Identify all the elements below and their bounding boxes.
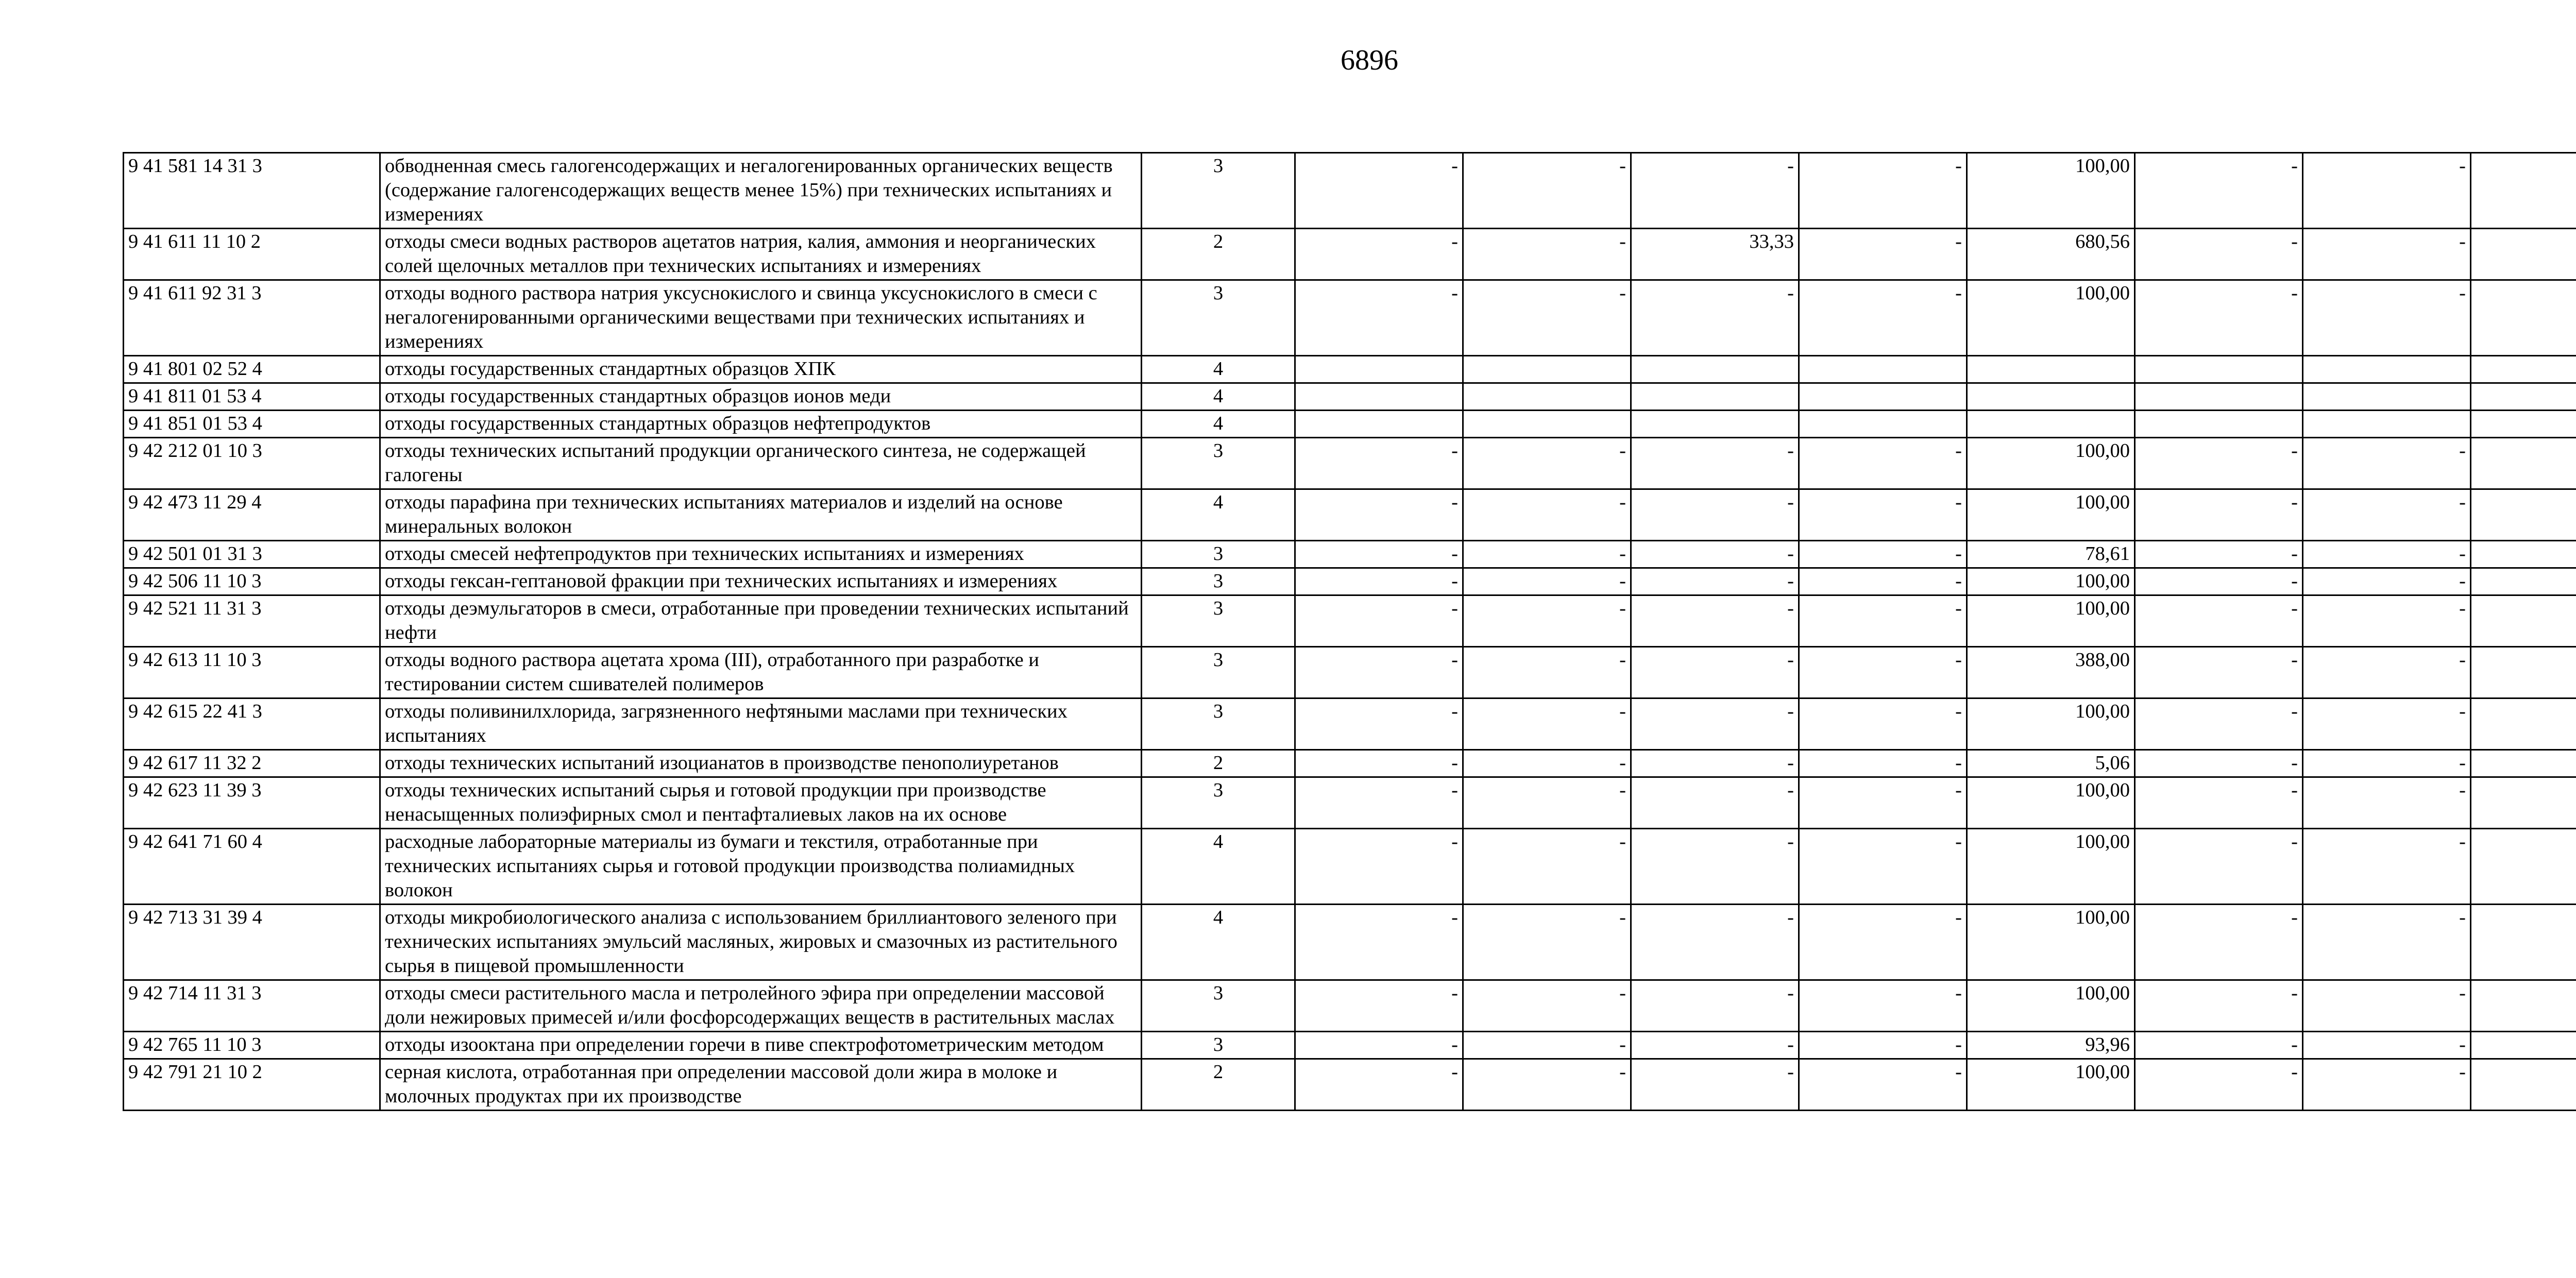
waste-code: 9 41 581 14 31 3 [124, 153, 380, 229]
value-col-2 [1463, 383, 1631, 411]
value-col-8 [2471, 698, 2576, 750]
value-col-5: 388,00 [1967, 647, 2135, 698]
value-col-8 [2471, 489, 2576, 541]
value-col-8 [2471, 153, 2576, 229]
table-row [124, 1032, 2576, 1059]
value-col-1: - [1295, 905, 1463, 980]
value-col-6: - [2135, 829, 2303, 905]
value-col-8 [2471, 647, 2576, 698]
value-col-5: 100,00 [1967, 698, 2135, 750]
value-col-8 [2471, 905, 2576, 980]
value-col-8 [2471, 1059, 2576, 1111]
value-col-1: - [1295, 980, 1463, 1032]
value-col-1: - [1295, 1032, 1463, 1059]
hazard-class: 3 [1142, 595, 1295, 647]
table-row [124, 829, 2576, 905]
hazard-class: 4 [1142, 489, 1295, 541]
value-col-6: - [2135, 153, 2303, 229]
value-col-8 [2471, 356, 2576, 383]
hazard-class: 4 [1142, 356, 1295, 383]
table-row [124, 698, 2576, 750]
hazard-class: 4 [1142, 383, 1295, 411]
value-col-8 [2471, 383, 2576, 411]
waste-name: отходы смеси растительного масла и петролейного эфира при определении массовой доли нежировых примесей и/или фосфорсодержащих веществ в растительных маслах [380, 980, 1142, 1032]
table-row [124, 438, 2576, 489]
value-col-4: - [1799, 647, 1967, 698]
waste-code: 9 42 501 01 31 3 [124, 541, 380, 568]
value-col-4 [1799, 411, 1967, 438]
value-col-5: 100,00 [1967, 595, 2135, 647]
value-col-8 [2471, 777, 2576, 829]
value-col-4: - [1799, 777, 1967, 829]
waste-code: 9 42 617 11 32 2 [124, 750, 380, 777]
value-col-7: - [2303, 595, 2471, 647]
waste-code: 9 41 611 92 31 3 [124, 280, 380, 356]
value-col-1: - [1295, 541, 1463, 568]
table-row [124, 383, 2576, 411]
value-col-7: - [2303, 647, 2471, 698]
hazard-class: 3 [1142, 438, 1295, 489]
waste-name: серная кислота, отработанная при определении массовой доли жира в молоке и молочных продуктах при их производстве [380, 1059, 1142, 1111]
value-col-2: - [1463, 229, 1631, 280]
value-col-4: - [1799, 153, 1967, 229]
hazard-class: 3 [1142, 568, 1295, 595]
hazard-class: 4 [1142, 829, 1295, 905]
value-col-6: - [2135, 777, 2303, 829]
value-col-3: - [1631, 647, 1799, 698]
table-row [124, 750, 2576, 777]
value-col-4 [1799, 356, 1967, 383]
value-col-6: - [2135, 595, 2303, 647]
value-col-1: - [1295, 750, 1463, 777]
value-col-7: - [2303, 777, 2471, 829]
table-row [124, 229, 2576, 280]
value-col-5: 100,00 [1967, 568, 2135, 595]
value-col-8 [2471, 568, 2576, 595]
table-row [124, 980, 2576, 1032]
value-col-7: - [2303, 980, 2471, 1032]
waste-name: отходы деэмульгаторов в смеси, отработанные при проведении технических испытаний нефти [380, 595, 1142, 647]
table-row [124, 356, 2576, 383]
table-row [124, 568, 2576, 595]
value-col-6 [2135, 356, 2303, 383]
value-col-8 [2471, 595, 2576, 647]
value-col-7: - [2303, 489, 2471, 541]
waste-code: 9 42 613 11 10 3 [124, 647, 380, 698]
value-col-6: - [2135, 489, 2303, 541]
value-col-3: - [1631, 280, 1799, 356]
value-col-3: 33,33 [1631, 229, 1799, 280]
value-col-6: - [2135, 750, 2303, 777]
value-col-2: - [1463, 595, 1631, 647]
value-col-4: - [1799, 1032, 1967, 1059]
value-col-5 [1967, 411, 2135, 438]
value-col-6: - [2135, 1032, 2303, 1059]
value-col-8 [2471, 980, 2576, 1032]
value-col-6: - [2135, 568, 2303, 595]
value-col-1 [1295, 383, 1463, 411]
value-col-5: 680,56 [1967, 229, 2135, 280]
value-col-7 [2303, 411, 2471, 438]
waste-code: 9 42 765 11 10 3 [124, 1032, 380, 1059]
value-col-3: - [1631, 568, 1799, 595]
table-row [124, 411, 2576, 438]
value-col-5: 100,00 [1967, 777, 2135, 829]
value-col-6: - [2135, 980, 2303, 1032]
waste-code: 9 42 521 11 31 3 [124, 595, 380, 647]
hazard-class: 4 [1142, 905, 1295, 980]
value-col-4: - [1799, 541, 1967, 568]
value-col-1: - [1295, 1059, 1463, 1111]
value-col-6: - [2135, 541, 2303, 568]
value-col-3 [1631, 356, 1799, 383]
value-col-7: - [2303, 905, 2471, 980]
value-col-1: - [1295, 229, 1463, 280]
value-col-3: - [1631, 829, 1799, 905]
value-col-8 [2471, 280, 2576, 356]
value-col-4: - [1799, 698, 1967, 750]
value-col-1: - [1295, 777, 1463, 829]
value-col-2: - [1463, 489, 1631, 541]
value-col-2: - [1463, 438, 1631, 489]
value-col-4: - [1799, 489, 1967, 541]
value-col-4: - [1799, 980, 1967, 1032]
value-col-7: - [2303, 229, 2471, 280]
waste-name: отходы водного раствора натрия уксуснокислого и свинца уксуснокислого в смеси с негалогенированными органическими веществами при технических испытаниях и измерениях [380, 280, 1142, 356]
hazard-class: 3 [1142, 153, 1295, 229]
waste-name: отходы изооктана при определении горечи в пиве спектрофотометрическим методом [380, 1032, 1142, 1059]
value-col-6 [2135, 383, 2303, 411]
waste-name: расходные лабораторные материалы из бумаги и текстиля, отработанные при технических испытаниях сырья и готовой продукции производства полиамидных волокон [380, 829, 1142, 905]
value-col-2: - [1463, 153, 1631, 229]
value-col-3: - [1631, 153, 1799, 229]
value-col-3 [1631, 383, 1799, 411]
waste-name: отходы смеси водных растворов ацетатов натрия, калия, аммония и неорганических солей щелочных металлов при технических испытаниях и измерениях [380, 229, 1142, 280]
table-row [124, 777, 2576, 829]
value-col-1: - [1295, 829, 1463, 905]
waste-name: отходы технических испытаний сырья и готовой продукции при производстве ненасыщенных полиэфирных смол и пентафталиевых лаков на их основе [380, 777, 1142, 829]
value-col-1: - [1295, 568, 1463, 595]
value-col-3: - [1631, 541, 1799, 568]
table-row [124, 1059, 2576, 1111]
waste-name: отходы государственных стандартных образцов ионов меди [380, 383, 1142, 411]
value-col-8 [2471, 438, 2576, 489]
value-col-7: - [2303, 568, 2471, 595]
waste-code: 9 41 811 01 53 4 [124, 383, 380, 411]
value-col-7: - [2303, 698, 2471, 750]
value-col-5: 100,00 [1967, 489, 2135, 541]
value-col-4: - [1799, 438, 1967, 489]
waste-name: отходы технических испытаний продукции органического синтеза, не содержащей галогены [380, 438, 1142, 489]
value-col-6: - [2135, 698, 2303, 750]
value-col-3: - [1631, 595, 1799, 647]
value-col-4: - [1799, 750, 1967, 777]
value-col-8 [2471, 411, 2576, 438]
value-col-2: - [1463, 905, 1631, 980]
value-col-3: - [1631, 698, 1799, 750]
table-row [124, 153, 2576, 229]
value-col-7: - [2303, 750, 2471, 777]
value-col-2: - [1463, 750, 1631, 777]
value-col-3: - [1631, 905, 1799, 980]
value-col-1: - [1295, 595, 1463, 647]
value-col-4: - [1799, 229, 1967, 280]
value-col-1: - [1295, 438, 1463, 489]
waste-code: 9 42 714 11 31 3 [124, 980, 380, 1032]
value-col-3: - [1631, 777, 1799, 829]
value-col-6: - [2135, 1059, 2303, 1111]
hazard-class: 3 [1142, 777, 1295, 829]
value-col-2: - [1463, 980, 1631, 1032]
value-col-3 [1631, 411, 1799, 438]
value-col-1: - [1295, 153, 1463, 229]
waste-table [123, 152, 2576, 1111]
value-col-4: - [1799, 568, 1967, 595]
hazard-class: 3 [1142, 698, 1295, 750]
value-col-8 [2471, 829, 2576, 905]
value-col-3: - [1631, 489, 1799, 541]
waste-name: отходы государственных стандартных образцов нефтепродуктов [380, 411, 1142, 438]
waste-code: 9 42 212 01 10 3 [124, 438, 380, 489]
waste-code: 9 41 801 02 52 4 [124, 356, 380, 383]
value-col-1: - [1295, 647, 1463, 698]
value-col-2 [1463, 356, 1631, 383]
value-col-2: - [1463, 647, 1631, 698]
hazard-class: 3 [1142, 541, 1295, 568]
value-col-3: - [1631, 750, 1799, 777]
hazard-class: 3 [1142, 647, 1295, 698]
waste-name: отходы водного раствора ацетата хрома (III), отработанного при разработке и тестировании систем сшивателей полимеров [380, 647, 1142, 698]
value-col-5: 93,96 [1967, 1032, 2135, 1059]
waste-code: 9 42 615 22 41 3 [124, 698, 380, 750]
value-col-4: - [1799, 1059, 1967, 1111]
value-col-7: - [2303, 280, 2471, 356]
waste-code: 9 42 791 21 10 2 [124, 1059, 380, 1111]
value-col-5: 100,00 [1967, 438, 2135, 489]
value-col-6: - [2135, 905, 2303, 980]
waste-name: отходы микробиологического анализа с использованием бриллиантового зеленого при технических испытаниях эмульсий масляных, жировых и смазочных из растительного сырья в пищевой промышленности [380, 905, 1142, 980]
waste-code: 9 42 713 31 39 4 [124, 905, 380, 980]
value-col-2: - [1463, 698, 1631, 750]
value-col-5: 100,00 [1967, 153, 2135, 229]
value-col-1: - [1295, 280, 1463, 356]
value-col-6 [2135, 411, 2303, 438]
value-col-7: - [2303, 438, 2471, 489]
page-number: 6896 [1341, 44, 1398, 76]
table-row [124, 489, 2576, 541]
value-col-1 [1295, 411, 1463, 438]
value-col-7: - [2303, 1059, 2471, 1111]
value-col-3: - [1631, 980, 1799, 1032]
value-col-1 [1295, 356, 1463, 383]
value-col-5: 100,00 [1967, 829, 2135, 905]
hazard-class: 3 [1142, 980, 1295, 1032]
value-col-5 [1967, 383, 2135, 411]
value-col-2: - [1463, 541, 1631, 568]
value-col-6: - [2135, 647, 2303, 698]
value-col-2 [1463, 411, 1631, 438]
waste-code: 9 42 641 71 60 4 [124, 829, 380, 905]
value-col-3: - [1631, 438, 1799, 489]
value-col-7: - [2303, 1032, 2471, 1059]
waste-code: 9 42 623 11 39 3 [124, 777, 380, 829]
value-col-5: 100,00 [1967, 280, 2135, 356]
value-col-8 [2471, 750, 2576, 777]
hazard-class: 2 [1142, 1059, 1295, 1111]
value-col-6: - [2135, 229, 2303, 280]
value-col-2: - [1463, 280, 1631, 356]
waste-name: отходы технических испытаний изоцианатов в производстве пенополиуретанов [380, 750, 1142, 777]
value-col-6: - [2135, 280, 2303, 356]
waste-name: отходы государственных стандартных образцов ХПК [380, 356, 1142, 383]
value-col-8 [2471, 229, 2576, 280]
waste-name: обводненная смесь галогенсодержащих и негалогенированных органических веществ (содержание галогенсодержащих веществ менее 15%) при технических испытаниях и измерениях [380, 153, 1142, 229]
value-col-2: - [1463, 568, 1631, 595]
waste-name: отходы гексан-гептановой фракции при технических испытаниях и измерениях [380, 568, 1142, 595]
value-col-5: 100,00 [1967, 905, 2135, 980]
value-col-4: - [1799, 595, 1967, 647]
waste-name: отходы поливинилхлорида, загрязненного нефтяными маслами при технических испытаниях [380, 698, 1142, 750]
hazard-class: 2 [1142, 229, 1295, 280]
value-col-4: - [1799, 905, 1967, 980]
table-row [124, 595, 2576, 647]
hazard-class: 3 [1142, 1032, 1295, 1059]
value-col-5: 100,00 [1967, 980, 2135, 1032]
value-col-6: - [2135, 438, 2303, 489]
waste-code: 9 41 611 11 10 2 [124, 229, 380, 280]
value-col-8 [2471, 541, 2576, 568]
waste-code: 9 41 851 01 53 4 [124, 411, 380, 438]
value-col-4: - [1799, 829, 1967, 905]
value-col-2: - [1463, 1059, 1631, 1111]
waste-code: 9 42 473 11 29 4 [124, 489, 380, 541]
value-col-7 [2303, 356, 2471, 383]
table-row [124, 541, 2576, 568]
table-row [124, 905, 2576, 980]
value-col-4 [1799, 383, 1967, 411]
value-col-7: - [2303, 541, 2471, 568]
value-col-2: - [1463, 1032, 1631, 1059]
value-col-1: - [1295, 698, 1463, 750]
value-col-7: - [2303, 829, 2471, 905]
waste-code: 9 42 506 11 10 3 [124, 568, 380, 595]
value-col-3: - [1631, 1059, 1799, 1111]
value-col-5: 5,06 [1967, 750, 2135, 777]
table-row [124, 647, 2576, 698]
hazard-class: 4 [1142, 411, 1295, 438]
value-col-3: - [1631, 1032, 1799, 1059]
table-row [124, 280, 2576, 356]
value-col-2: - [1463, 829, 1631, 905]
value-col-7: - [2303, 153, 2471, 229]
waste-name: отходы парафина при технических испытаниях материалов и изделий на основе минеральных волокон [380, 489, 1142, 541]
value-col-7 [2303, 383, 2471, 411]
value-col-1: - [1295, 489, 1463, 541]
hazard-class: 3 [1142, 280, 1295, 356]
value-col-2: - [1463, 777, 1631, 829]
value-col-8 [2471, 1032, 2576, 1059]
hazard-class: 2 [1142, 750, 1295, 777]
value-col-4: - [1799, 280, 1967, 356]
value-col-5: 100,00 [1967, 1059, 2135, 1111]
value-col-5: 78,61 [1967, 541, 2135, 568]
value-col-5 [1967, 356, 2135, 383]
waste-name: отходы смесей нефтепродуктов при технических испытаниях и измерениях [380, 541, 1142, 568]
